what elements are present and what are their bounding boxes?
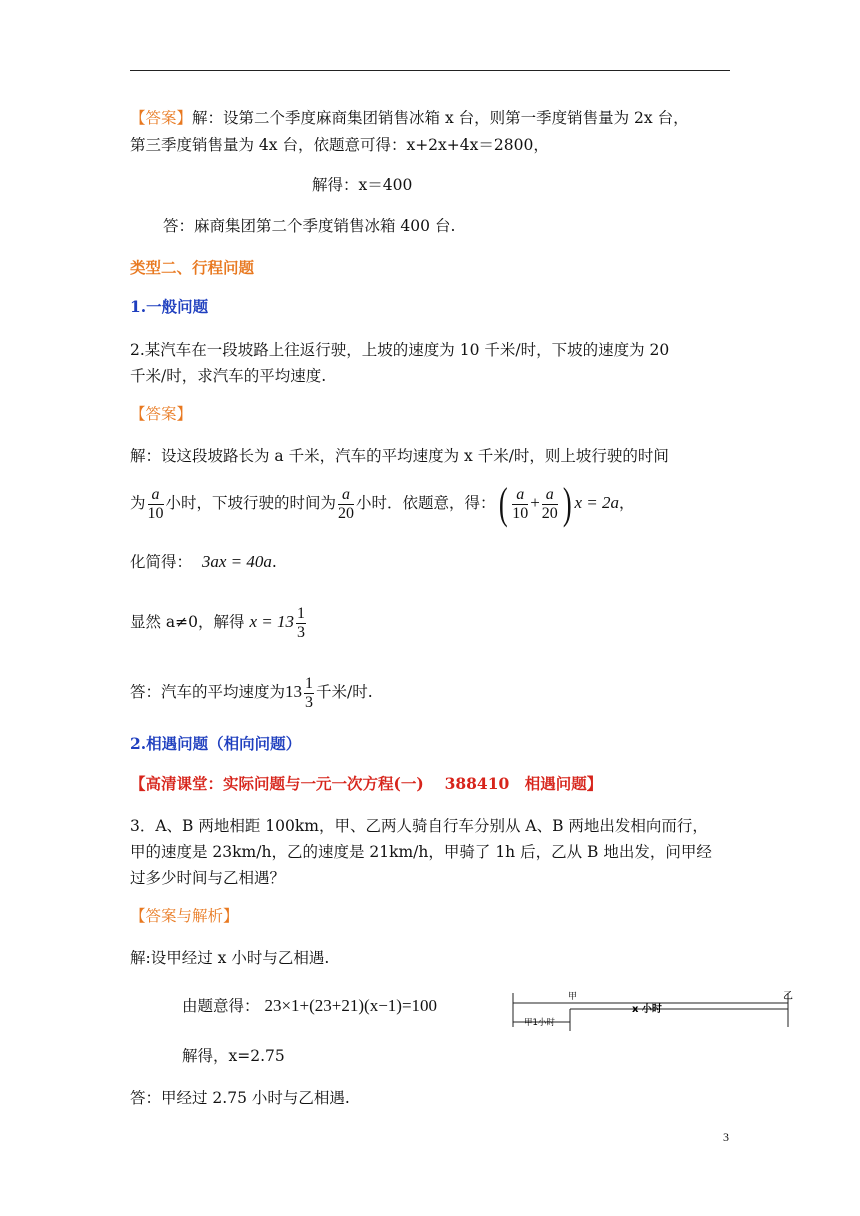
eq-tail: x = 2a [574,493,619,512]
lecture-heading: 【高清课堂：实际问题与一元一次方程(一) 388410 相遇问题】 [130,774,603,793]
q2-sol-line1: 解：设这段坡路长为 a 千米，汽车的平均速度为 x 千米/时，则上坡行驶的时间 [130,447,669,465]
q2-sol-pre: 为 [130,494,146,512]
fraction-one-third-b: $\frac{1}{3}$ [305,674,314,711]
obviously-label: 显然 a≠0，解得 [130,613,250,631]
q2-simplify [130,552,277,572]
eq-label: 由题意得： [182,997,260,1015]
q3-line3: 过多少时间与乙相遇？ [130,869,286,887]
q2-sol-line2 [130,478,635,528]
q2-obviously [130,597,308,647]
sub2-heading: 2.相遇问题（相向问题） [130,734,302,753]
p1-line1-text: 解：设第二个季度麻商集团销售冰箱 x 台，则第一季度销售量为 2x 台， [192,109,689,127]
plus-sign: + [530,493,540,512]
page-number: 3 [723,1130,729,1144]
fraction-a-over-10: $\frac{a}{10}$ [147,485,164,522]
final-pre: 答：汽车的平均速度为 [130,683,286,701]
header-rule [130,70,730,71]
left-paren: ( [498,479,508,528]
simplify-end: . [271,553,277,571]
q3-answer: 答：甲经过 2.75 小时与乙相遇. [130,1089,350,1107]
q3-answer-tag: 【答案与解析】 [130,907,239,925]
fraction-a-over-20-b: $\frac{a}{20}$ [541,485,558,522]
simplify-eq: 3ax = 40a [201,552,272,571]
fraction-a-over-20: $\frac{a}{20}$ [338,485,355,522]
answer-tag: 【答案】 [130,109,193,127]
final-whole: 13 [285,682,303,701]
label-jia: 甲 [568,992,578,1002]
label-yi: 乙 [783,991,793,1002]
right-paren: ) [562,479,572,528]
fraction-a-over-10-b: $\frac{a}{10}$ [512,485,529,522]
q2-answer-tag: 【答案】 [130,405,193,423]
label-x-hours: x 小时 [632,1004,662,1015]
q3-line2: 甲的速度是 23km/h，乙的速度是 21km/h，甲骑了 1h 后，乙从 B 地出发，问甲经 [130,843,712,861]
q3-solve: 解得，x=2.75 [182,1047,285,1065]
q2-line2: 千米/时，求汽车的平均速度. [130,367,327,385]
q2-line1: 2.某汽车在一段坡路上往返行驶，上坡的速度为 10 千米/时，下坡的速度为 20 [130,341,670,359]
p1-line1 [130,108,689,128]
q3-equation: 23×1+(23+21)(x−1)=100 [264,996,438,1015]
q2-sol-mid2: 小时．依题意，得： [356,494,496,512]
final-post: 千米/时. [316,683,373,701]
type2-heading: 类型二、行程问题 [130,258,255,277]
p1-answer: 答：麻商集团第二个季度销售冰箱 400 台. [163,217,456,235]
sub1-heading: 1.一般问题 [130,297,209,316]
q2-sol-end: ， [618,494,635,512]
q2-final [130,667,373,717]
meeting-diagram [510,985,793,1035]
obviously-eq: x = 13 [249,612,294,631]
simplify-label: 化简得： [130,553,193,571]
p1-solve: 解得：x＝400 [312,176,413,194]
q3-sol-line1: 解:设甲经过 x 小时与乙相遇. [130,949,330,967]
q3-eq-line [182,996,437,1016]
p1-line2: 第三季度销售量为 4x 台，依题意可得：x+2x+4x＝2800， [130,136,549,154]
q2-sol-mid1: 小时，下坡行驶的时间为 [165,494,337,512]
label-jia-1h: 甲1小时 [524,1018,555,1028]
fraction-one-third: $\frac{1}{3}$ [296,604,305,641]
q3-line1: 3．A、B 两地相距 100km，甲、乙两人骑自行车分别从 A、B 两地出发相向而行， [130,817,708,835]
